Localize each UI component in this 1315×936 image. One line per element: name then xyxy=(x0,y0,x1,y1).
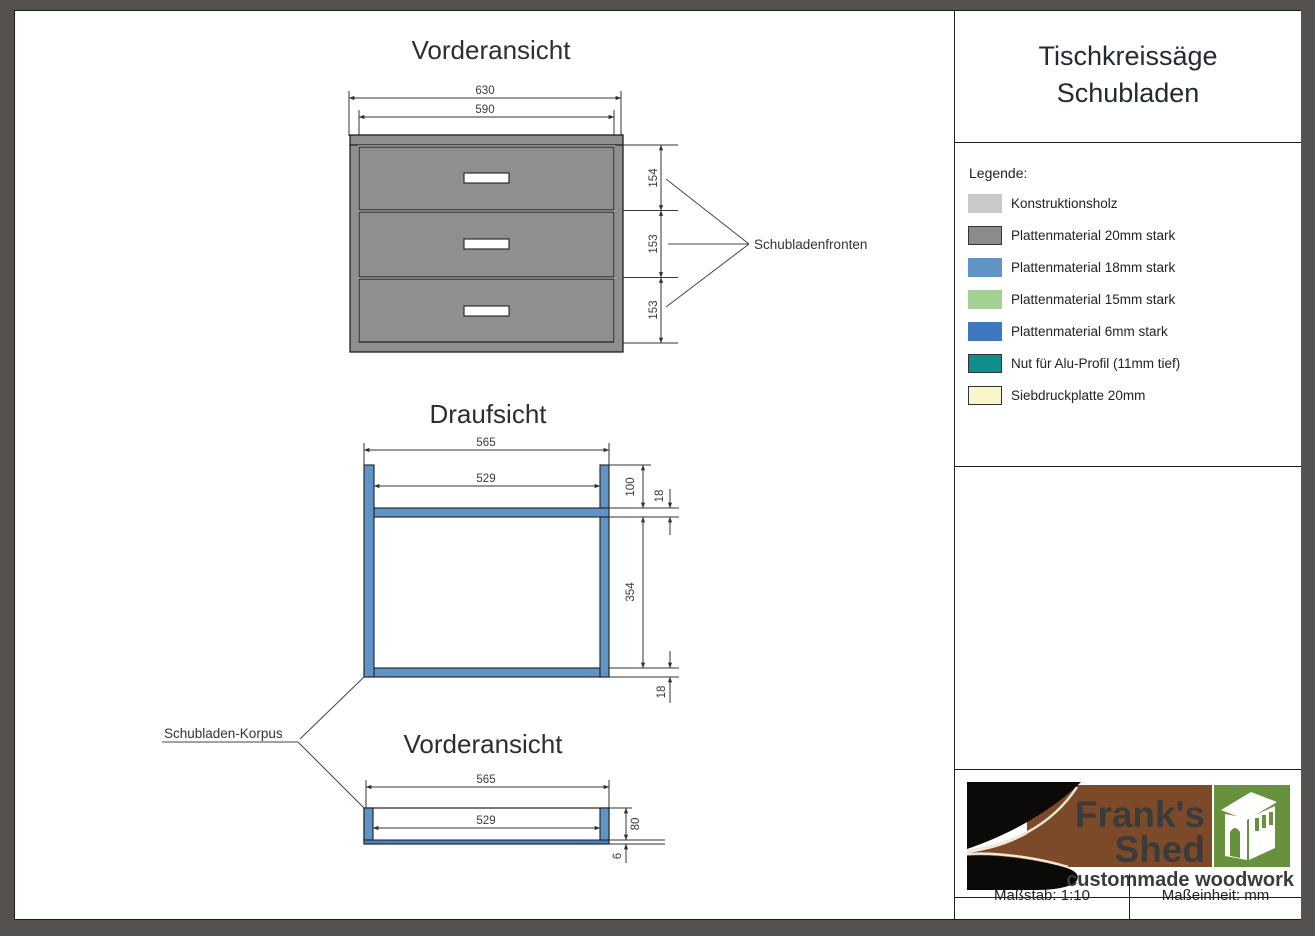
front-view-title: Vorderansicht xyxy=(411,35,571,65)
dim-plan-depth: 354 xyxy=(625,582,637,602)
top-view-korpus xyxy=(364,465,609,677)
drawing-sheet xyxy=(14,10,1301,920)
shed-icon xyxy=(1214,785,1290,867)
korpus-left-panel xyxy=(364,465,374,677)
dim-drawer-3: 153 xyxy=(648,300,660,320)
top-view-title: Draufsicht xyxy=(429,399,547,429)
dim-korpus-height: 80 xyxy=(630,817,642,831)
legend-item-konstruktionsholz xyxy=(968,194,1301,213)
korpus-callout xyxy=(162,726,364,808)
legend-swatch-platte-20mm xyxy=(968,226,1002,245)
drawing-title-line1: Tischkreissäge xyxy=(1038,41,1218,71)
drawing-title-block xyxy=(955,11,1301,143)
dim-korpus-bottom-thickness: 6 xyxy=(612,852,624,860)
logo-tagline: custommade woodwork xyxy=(1066,869,1294,890)
legend-label: Plattenmaterial 15mm stark xyxy=(1011,292,1176,307)
dim-drawer-1: 154 xyxy=(648,168,660,188)
korpus-front-view-title: Vorderansicht xyxy=(403,729,563,759)
fronts-callout-label: Schubladenfronten xyxy=(754,237,868,252)
technical-drawing xyxy=(15,11,954,919)
dim-korpus-inner: 529 xyxy=(476,815,496,827)
legend-label: Plattenmaterial 6mm stark xyxy=(1011,324,1168,339)
title-block-column xyxy=(954,11,1301,919)
dim-plan-outer: 565 xyxy=(476,437,496,449)
legend-item-platte-15mm xyxy=(968,290,1301,309)
legend-label: Nut für Alu-Profil (11mm tief) xyxy=(1011,356,1181,371)
legend-swatch-platte-18mm xyxy=(968,258,1002,277)
dim-front-inner: 590 xyxy=(475,104,495,116)
dim-plan-front: 100 xyxy=(625,477,637,497)
scale-cell: Maßstab: 1:10 xyxy=(955,874,1130,919)
korpus-front-left-panel xyxy=(364,808,373,840)
drawing-title-line2: Schubladen xyxy=(1056,78,1200,108)
dim-front-outer: 630 xyxy=(475,85,495,97)
korpus-bottom-panel xyxy=(364,840,609,844)
legend-label: Plattenmaterial 18mm stark xyxy=(1011,260,1176,275)
drawer-handle-2 xyxy=(464,239,509,249)
front-view-cabinet xyxy=(350,135,623,352)
legend-item-platte-18mm xyxy=(968,258,1301,277)
drawer-handle-1 xyxy=(464,173,509,183)
unit-cell: Maßeinheit: mm xyxy=(1161,887,1270,904)
legend-swatch-platte-6mm xyxy=(968,322,1002,341)
dim-korpus-outer: 565 xyxy=(476,774,496,786)
korpus-cross-panel xyxy=(374,508,609,517)
legend-label: Konstruktionsholz xyxy=(1011,196,1118,211)
legend-swatch-konstruktionsholz xyxy=(968,194,1002,213)
logo-name-line2: Shed xyxy=(1114,829,1205,870)
legend-item-platte-20mm xyxy=(968,226,1301,245)
legend-label: Siebdruckplatte 20mm xyxy=(1011,388,1146,403)
legend-panel xyxy=(955,165,1301,467)
dim-plan-back-thickness: 18 xyxy=(656,685,668,699)
dim-plan-side-thickness: 18 xyxy=(654,489,666,503)
korpus-front-right-panel xyxy=(600,808,609,840)
legend-swatch-siebdruckplatte xyxy=(968,386,1002,405)
fronts-callout-leaders xyxy=(666,179,749,307)
legend-swatch-platte-15mm xyxy=(968,290,1002,309)
korpus-callout-label: Schubladen-Korpus xyxy=(164,726,283,741)
dim-plan-inner: 529 xyxy=(476,473,496,485)
legend-item-siebdruckplatte xyxy=(968,386,1301,405)
legend-swatch-nut-alu-profil xyxy=(968,354,1002,373)
korpus-back-panel xyxy=(364,668,609,677)
korpus-front-view xyxy=(364,729,665,863)
empty-panel xyxy=(955,467,1301,770)
legend-item-platte-6mm xyxy=(968,322,1301,341)
legend-item-nut-alu-profil xyxy=(968,354,1301,373)
logo-name-line1: Frank's xyxy=(1074,794,1205,835)
legend-label: Plattenmaterial 20mm stark xyxy=(1011,228,1176,243)
dim-drawer-2: 153 xyxy=(648,234,660,254)
drawer-handle-3 xyxy=(464,306,509,316)
top-view xyxy=(300,399,679,739)
korpus-right-panel xyxy=(600,465,609,677)
front-view xyxy=(349,35,867,352)
drawing-info-row xyxy=(955,874,1301,919)
legend-heading: Legende: xyxy=(969,165,1028,181)
